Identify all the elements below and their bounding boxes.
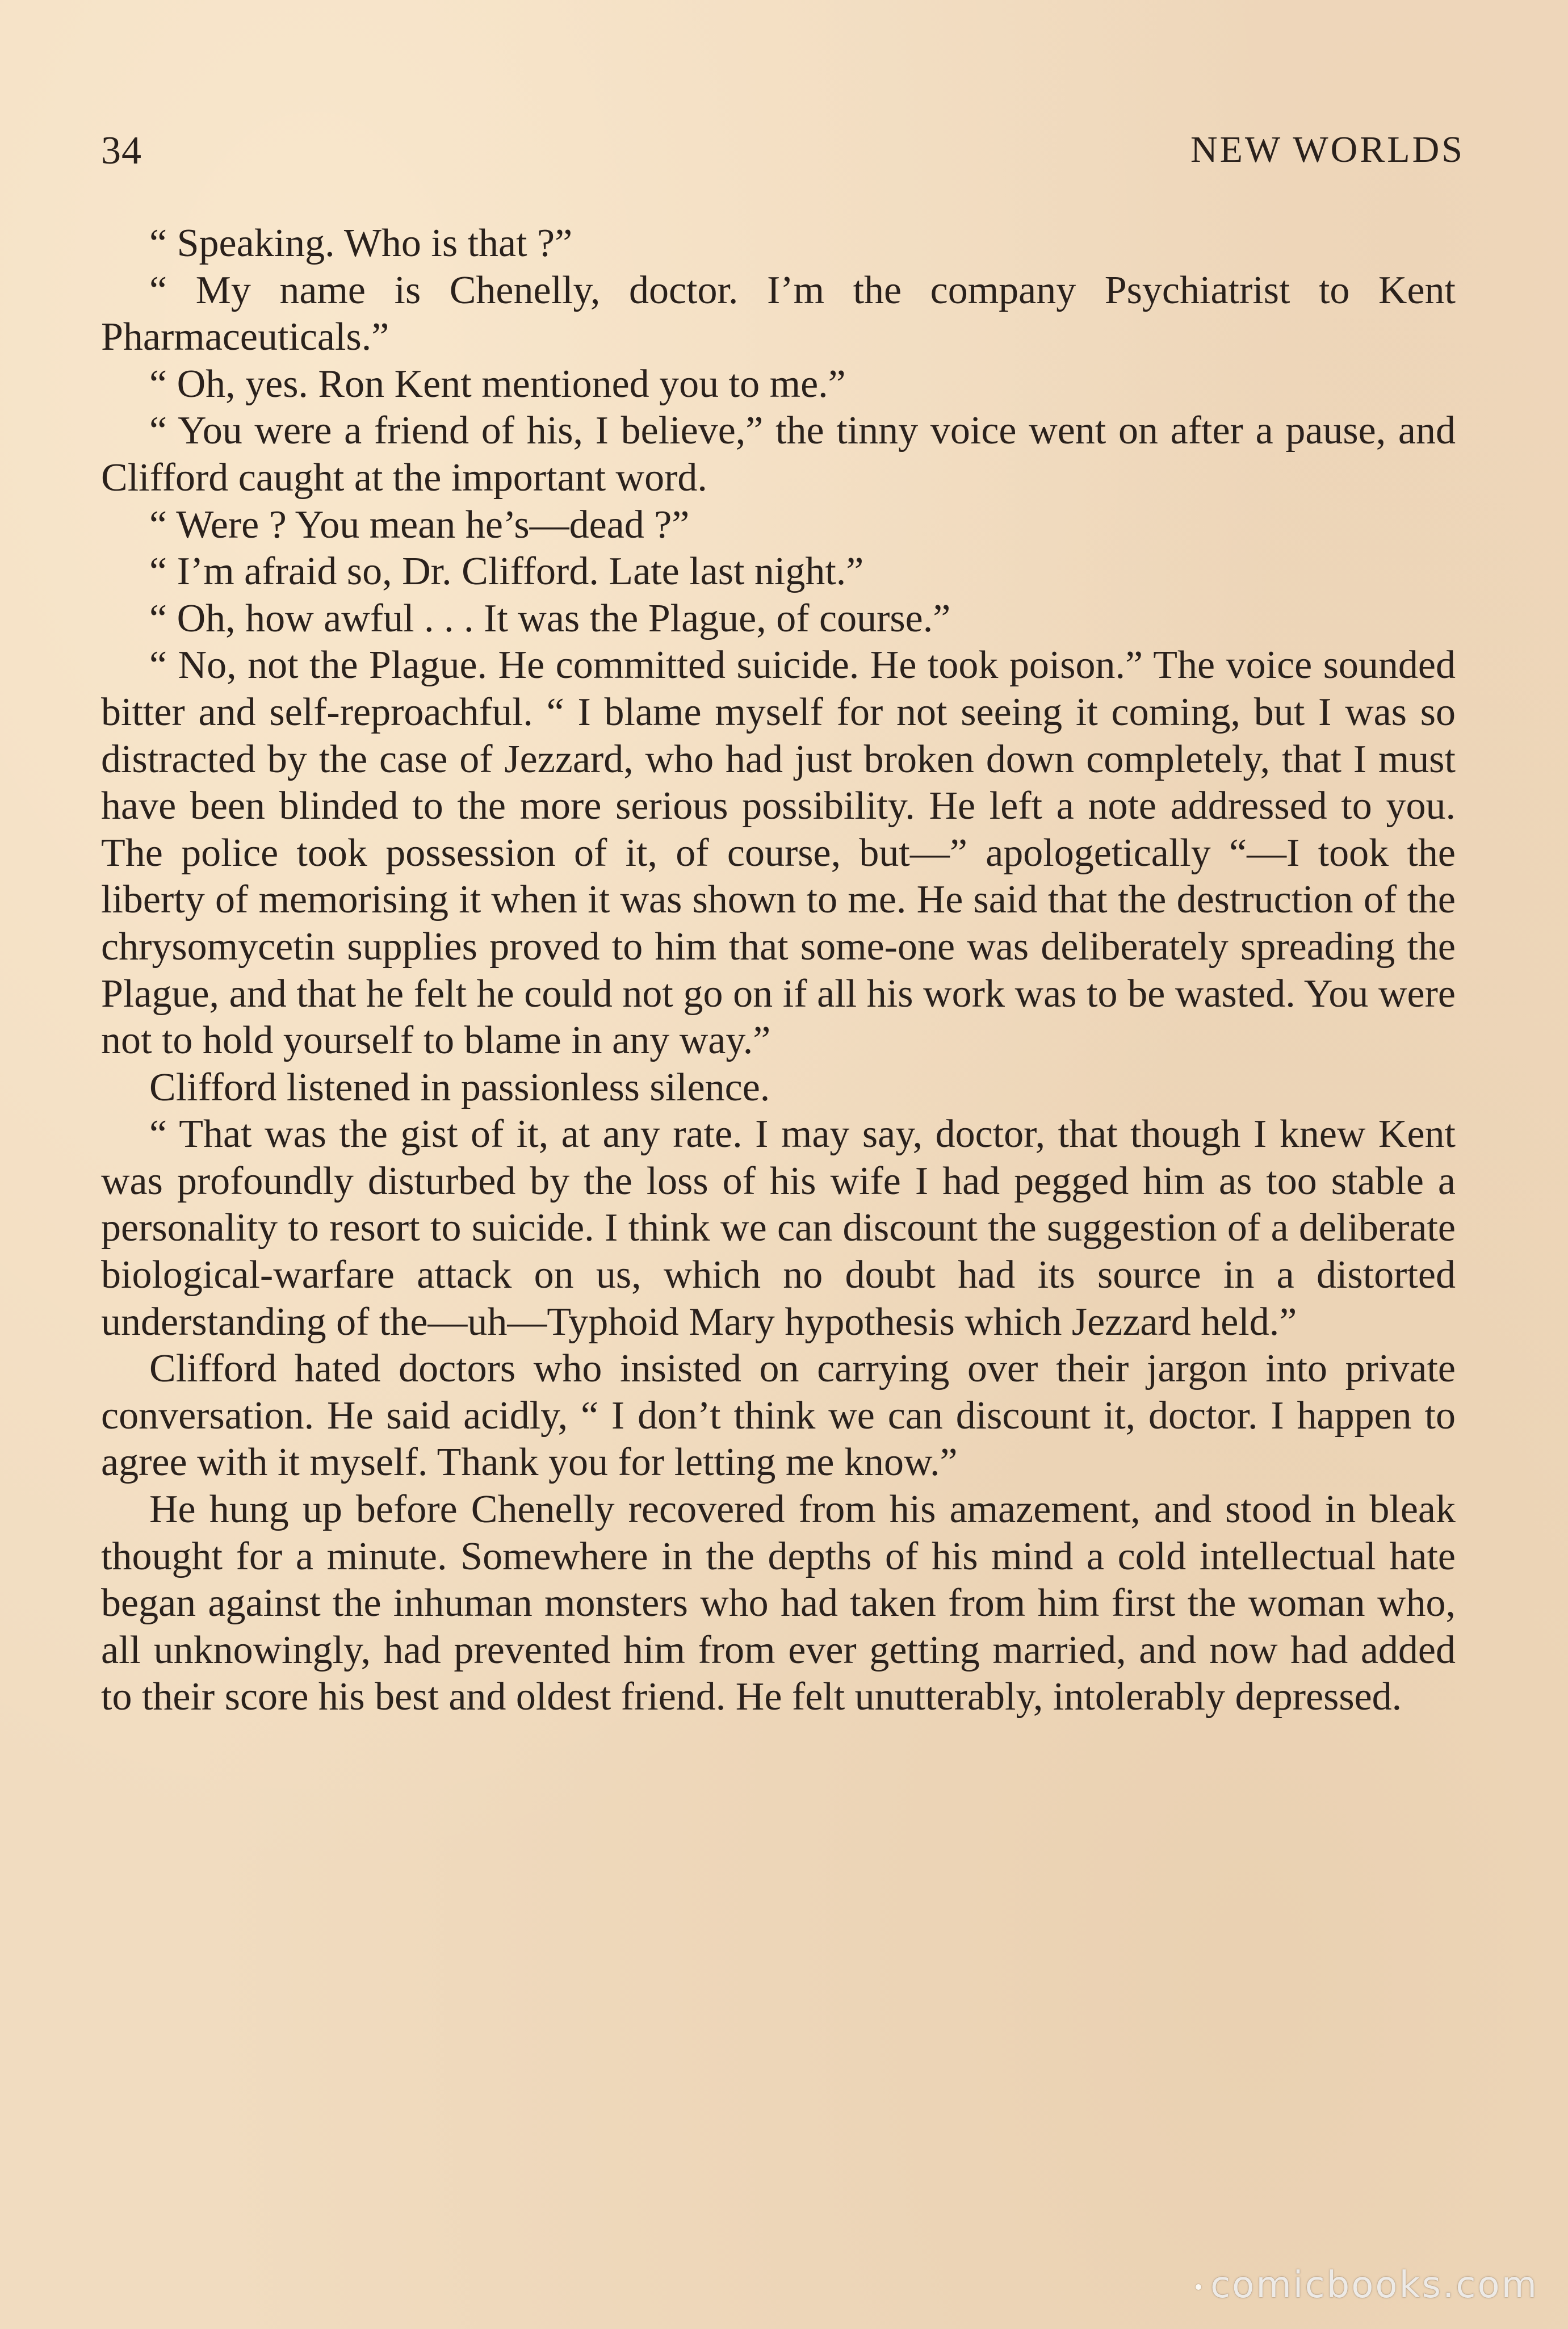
watermark — [1196, 2264, 1538, 2306]
paragraph: He hung up before Chenelly recovered from his amazement, and stood in bleak thought for a minute. Somewhere in the depths of his mind a cold intellectual hate began against the inhuman monsters who had taken from him first the woman who, all unknowingly, had prevented him from ever getting married, and now had added to their score his best and oldest friend. He felt unutterably, intolerably depressed. — [101, 1488, 1456, 1719]
watermark-text: comicbooks.com — [1210, 2264, 1538, 2306]
journal-title: NEW WORLDS — [1190, 129, 1465, 170]
paragraph: “ Were ? You mean he’s—dead ?” — [149, 502, 690, 547]
paragraph: “ No, not the Plague. He committed suicide. He took poison.” The voice sounded bitter and self-reproachful. “ I blame myself for not seeing it coming, but I was so distracted by the case of Jezzard, who had just broken down completely, that I must have been blinded to the more serious possibility. He left a note addressed to you. The police took possession of it, of course, but—” apologetically “—I took the liberty of memorising it when it was shown to me. He said that the destruction of the chrysomycetin supplies proved to him that some-one was deliberately spreading the Plague, and that he felt he could not go on if all his work was to be wasted. You were not to hold yourself to blame in any way.” — [101, 643, 1456, 1063]
paragraph: Clifford listened in passionless silence. — [149, 1065, 770, 1109]
watermark-dot-icon — [1196, 2284, 1201, 2290]
paragraph: “ Oh, how awful . . . It was the Plague, of course.” — [149, 596, 951, 640]
paragraph: “ My name is Chenelly, doctor. I’m the company Psychiatrist to Kent Pharmaceuticals.” — [101, 268, 1456, 359]
running-head — [101, 128, 1465, 191]
paragraph: Clifford hated doctors who insisted on carrying over their jargon into private conversation. He said acidly, “ I don’t think we can discount it, doctor. I happen to agree with it myself. Thank you for letting me know.” — [101, 1347, 1456, 1485]
page-number: 34 — [101, 129, 142, 173]
paragraph: “ I’m afraid so, Dr. Clifford. Late last night.” — [149, 550, 864, 594]
paragraph: “ That was the gist of it, at any rate. I may say, doctor, that though I knew Kent was profoundly disturbed by the loss of his wife I had pegged him as too stable a personality to resort to suicide. I think we can discount the suggestion of a deliberate biological-warfare attack on us, which no doubt had its source in a distorted understanding of the—uh—Typhoid Mary hypothesis which Jezzard held.” — [101, 1112, 1456, 1344]
paragraph: “ You were a friend of his, I believe,” the tinny voice went on after a pause, and Clifford caught at the important word. — [101, 409, 1456, 500]
body-text — [101, 220, 1456, 1721]
paragraph: “ Oh, yes. Ron Kent mentioned you to me.” — [149, 362, 846, 406]
paragraph: “ Speaking. Who is that ?” — [149, 221, 573, 265]
